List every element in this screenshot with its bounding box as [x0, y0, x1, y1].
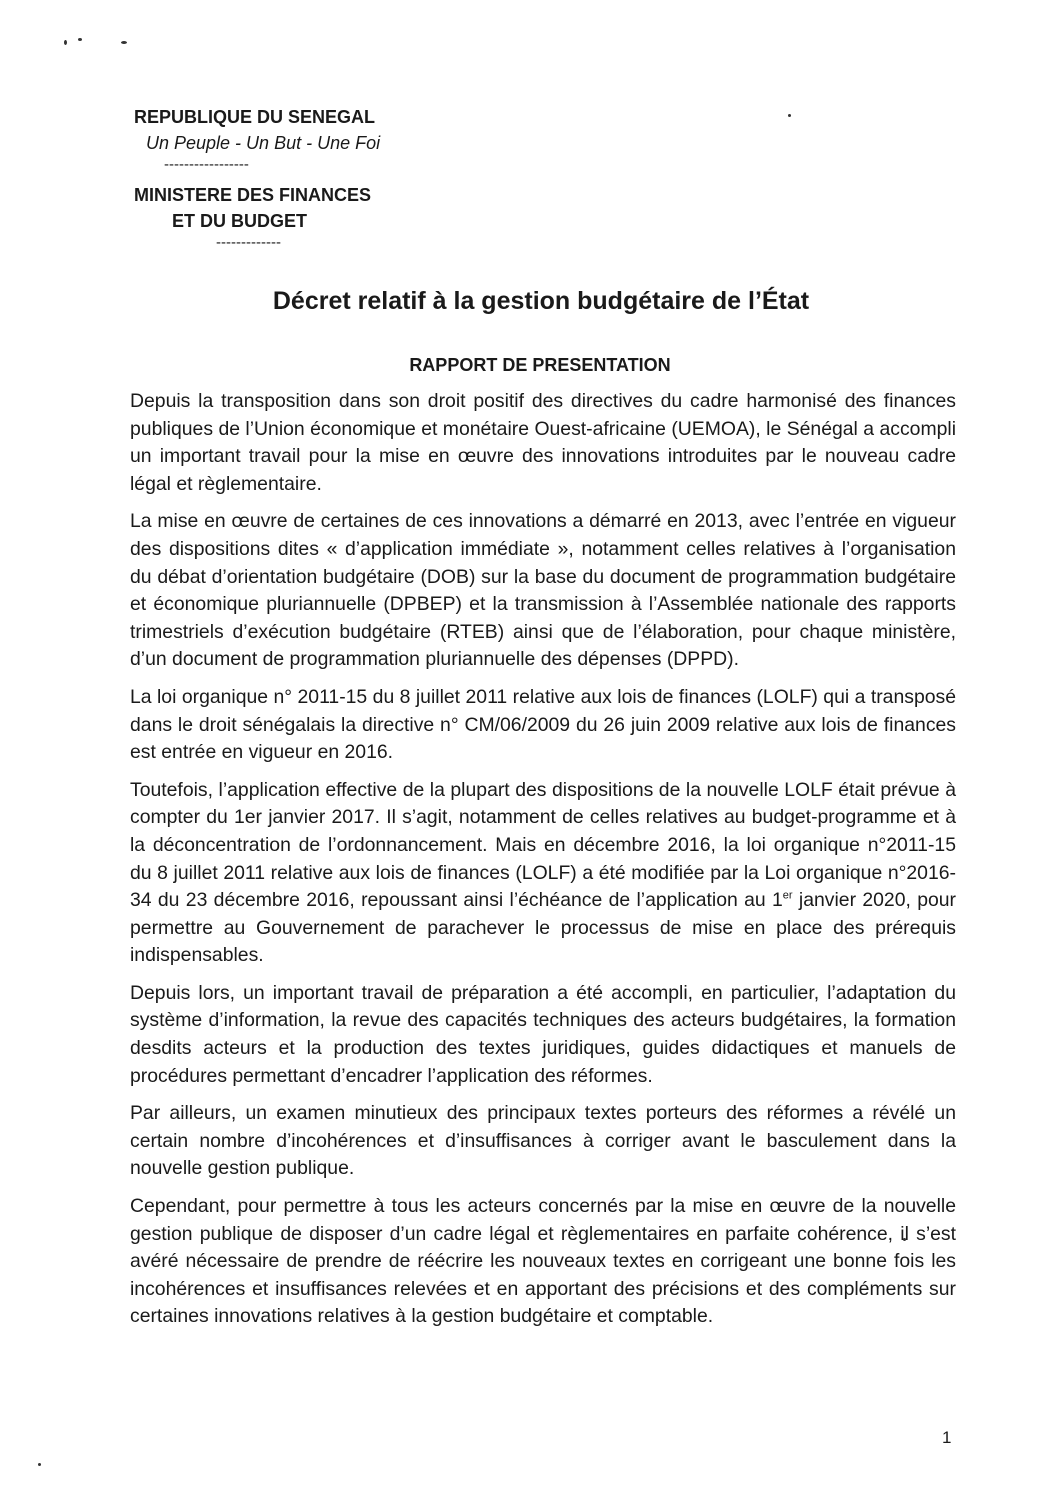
page-number: 1 — [942, 1428, 952, 1447]
ordinal-superscript: er — [782, 889, 793, 902]
scan-speck — [788, 114, 791, 117]
scan-speck — [38, 1463, 41, 1466]
paragraph: La mise en œuvre de certaines de ces innovations a démarré en 2013, avec l’entrée en vigueur des dispositions dites « d’application immédiate », notamment celles relatives à l’organisation du débat d’orientation budgétaire (DOB) sur la base du document de programmation budgétaire et économique pluriannuelle (DPBEP) et la transmission à l’Assemblée nationale des rapports trimestriels d’exécution budgétaire (RTEB) ainsi que de l’élaboration, pour chaque ministère, d’un document de programmation pluriannuelle des dépenses (DPPD). — [130, 510, 956, 671]
paragraph: Depuis lors, un important travail de préparation a été accompli, en particulier, l’adaptation du système d’information, la revue des capacités techniques des acteurs budgétaires, la formation desdits acteurs et la production des textes juridiques, guides didactiques et manuels de procédures permettant d’encadrer l’application des réformes. — [130, 981, 956, 1087]
ministry-name-line2: ET DU BUDGET — [172, 211, 307, 231]
scan-speck — [64, 40, 67, 45]
section-title: RAPPORT DE PRESENTATION — [409, 355, 671, 375]
ministry-name-line1: MINISTERE DES FINANCES — [134, 185, 372, 205]
paragraph-text: janvier 2020, pour permettre au Gouvernement de parachever le processus de mise en place des prérequis indispensables. — [130, 889, 957, 967]
paragraph: Cependant, pour permettre à tous les acteurs concernés par la mise en œuvre de la nouvelle gestion publique de disposer d’un cadre légal et règlementaires en parfaite cohérence, il s’est avéré nécessaire de prendre de réécrire les nouveaux textes en corrigeant une bonne fois les incohérences et insuffisances relevées et en apportant des précisions et des compléments sur certaines innovations relatives à la gestion budgétaire et comptable. — [130, 1195, 956, 1328]
paragraph: Par ailleurs, un examen minutieux des principaux textes porteurs des réformes a révélé un certain nombre d’incohérences et d’insuffisances à corriger avant le basculement dans la nouvelle gestion publique. — [130, 1102, 956, 1180]
document-title: Décret relatif à la gestion budgétaire de l’État — [272, 287, 810, 315]
separator-line: ------------- — [216, 234, 281, 251]
document-body — [130, 388, 956, 1341]
paragraph-text: Toutefois, l’application effective de la plupart des dispositions de la nouvelle LOLF était prévue à compter du 1er janvier 2017. Il s’agit, notamment de celles relatives au budget-programme et à la déconcentration de l’ordonnancement. Mais en décembre 2016, la loi organique n°2011-15 du 8 juillet 2011 relative aux lois de finances (LOLF) a été modifiée par la Loi organique n°2016-34 du 23 décembre 2016, repoussant ainsi l’échéance de l’application au 1 — [130, 778, 956, 912]
separator-line: ----------------- — [164, 156, 249, 173]
country-name: REPUBLIQUE DU SENEGAL — [134, 107, 376, 127]
paragraph: La loi organique n° 2011-15 du 8 juillet 2011 relative aux lois de finances (LOLF) qui a transposé dans le droit sénégalais la directive n° CM/06/2009 du 26 juin 2009 relative aux lois de finances est entrée en vigueur en 2016. — [130, 685, 956, 764]
letterhead — [134, 106, 434, 252]
scan-speck — [78, 38, 82, 41]
national-motto: Un Peuple - Un But - Une Foi — [146, 133, 381, 153]
scan-speck — [121, 41, 127, 44]
paragraph: Depuis la transposition dans son droit positif des directives du cadre harmonisé des finances publiques de l’Union économique et monétaire Ouest-africaine (UEMOA), le Sénégal a accompli un important travail pour la mise en œuvre des innovations introduites par le nouveau cadre légal et règlementaire. — [130, 390, 956, 495]
paragraph — [130, 777, 956, 970]
